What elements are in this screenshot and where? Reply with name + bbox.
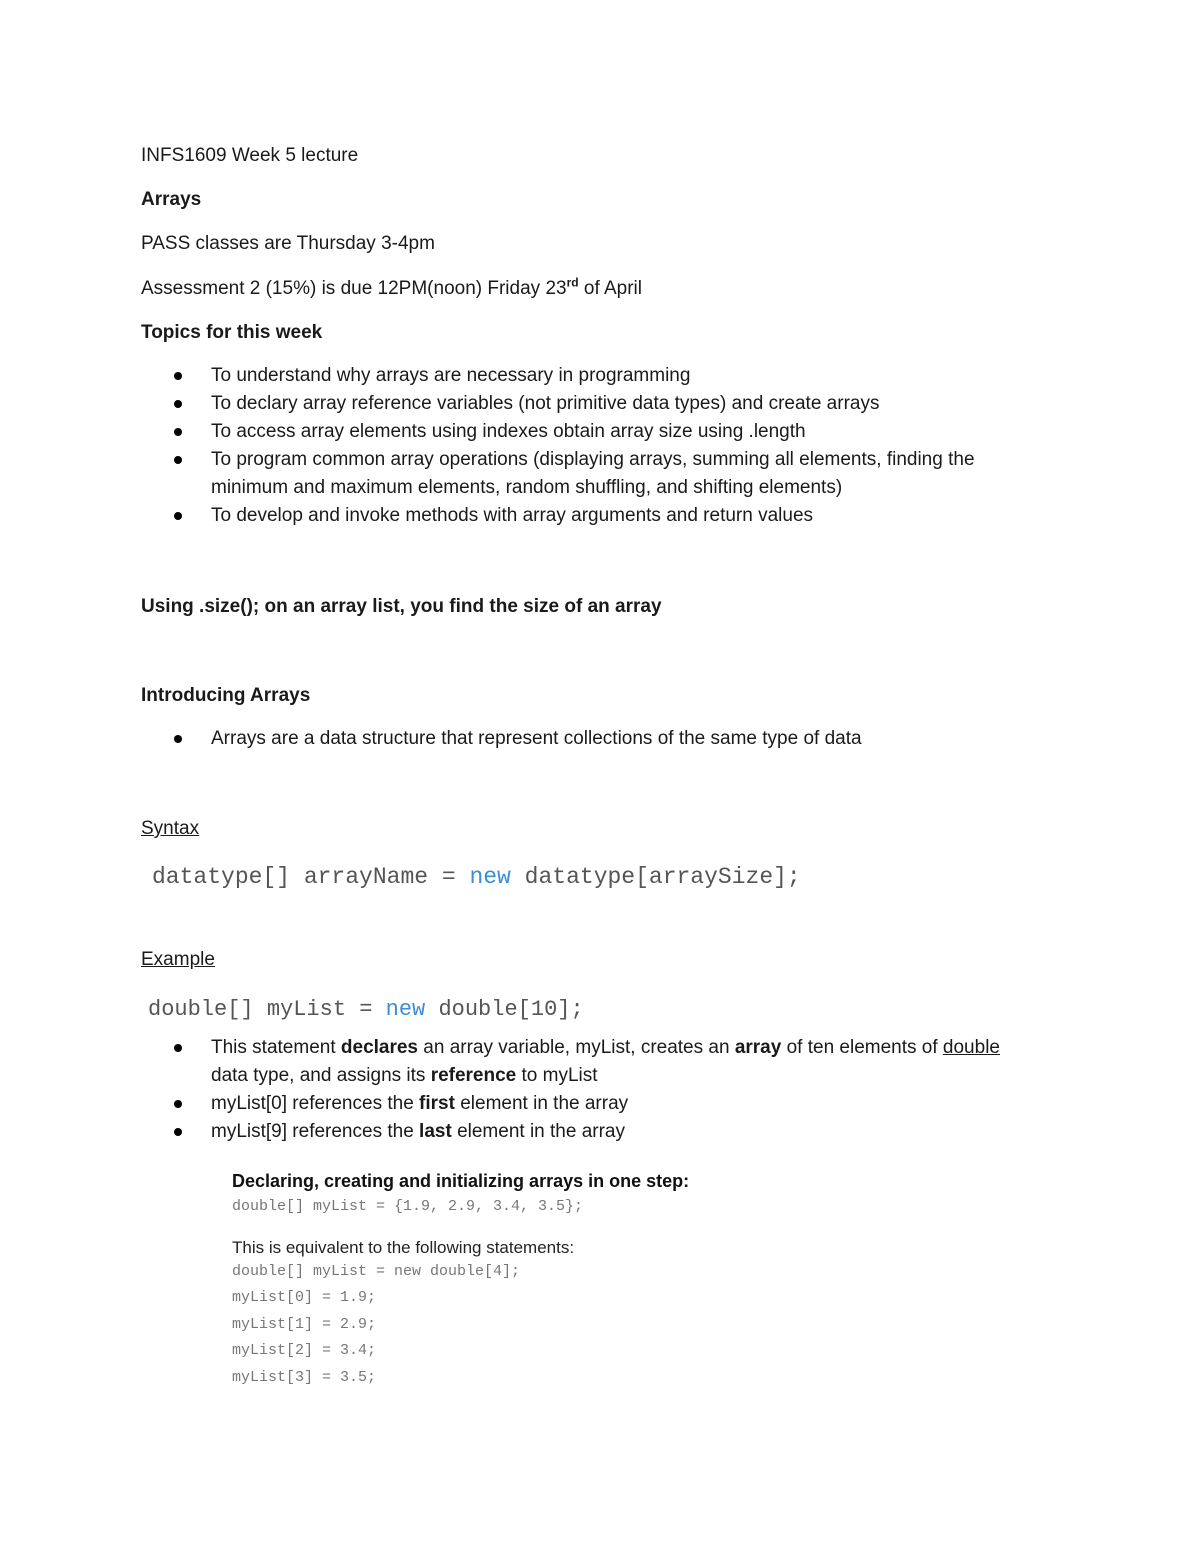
syntax-label: Syntax <box>141 818 200 839</box>
text-run: data type, and assigns its <box>211 1065 431 1086</box>
assessment-text <box>141 277 642 301</box>
list-item-text: To understand why arrays are necessary in programming <box>211 365 691 386</box>
text-run: element in the array <box>454 1093 629 1114</box>
list-item <box>141 418 1041 446</box>
bullet-icon <box>174 372 182 380</box>
text-run-underline: double <box>942 1037 1000 1058</box>
text-run: This statement <box>211 1037 341 1058</box>
size-note: Using .size(); on an array list, you find the size of an array <box>141 596 662 617</box>
code-keyword: new <box>469 864 511 890</box>
assessment-suffix: of April <box>578 278 642 299</box>
list-item <box>141 362 1041 390</box>
text-run-bold: declares <box>340 1037 419 1058</box>
bullet-icon <box>174 400 182 408</box>
bullet-icon <box>174 735 182 743</box>
list-item-text: Arrays are a data structure that represent collections of the same type of data <box>211 728 862 749</box>
list-item <box>141 1034 1041 1090</box>
bullet-icon <box>174 1128 182 1136</box>
list-item-text: To access array elements using indexes obtain array size using .length <box>211 421 806 442</box>
text-run: of ten elements of <box>781 1037 943 1058</box>
code-text: datatype[] arrayName = <box>152 864 470 890</box>
pass-classes-text: PASS classes are Thursday 3-4pm <box>141 233 435 254</box>
one-step-code: double[] myList = {1.9, 2.9, 3.4, 3.5}; <box>232 1198 584 1215</box>
list-item <box>141 1090 1041 1118</box>
text-run: to myList <box>516 1065 598 1086</box>
introducing-list <box>141 725 1041 753</box>
text-run-bold: first <box>419 1093 455 1114</box>
list-item <box>141 390 1041 418</box>
bullet-icon <box>174 1100 182 1108</box>
list-item <box>141 446 1041 502</box>
assessment-sup: rd <box>566 275 579 290</box>
bullet-icon <box>174 428 182 436</box>
list-item <box>141 502 1041 530</box>
list-item-text: To develop and invoke methods with array arguments and return values <box>211 505 814 526</box>
code-text: double[] myList = <box>148 997 386 1022</box>
example-code <box>148 996 584 1024</box>
initializing-arrays-figure <box>232 1170 752 1391</box>
heading-arrays: Arrays <box>141 189 202 210</box>
code-text: datatype[arraySize]; <box>510 864 801 890</box>
syntax-code <box>152 862 801 892</box>
example-bullets <box>141 1034 1041 1146</box>
text-run-bold: last <box>419 1121 452 1142</box>
code-text: double[10]; <box>425 997 584 1022</box>
example-label: Example <box>141 949 215 970</box>
assessment-prefix: Assessment 2 (15%) is due 12PM(noon) Friday 23 <box>141 278 567 299</box>
equivalent-text: This is equivalent to the following statements: <box>232 1237 575 1257</box>
equivalent-code-line: myList[2] = 3.4; <box>232 1342 377 1359</box>
list-item <box>141 1118 1041 1146</box>
equivalent-code-line: myList[0] = 1.9; <box>232 1289 377 1306</box>
bullet-icon <box>174 456 182 464</box>
text-run: element in the array <box>451 1121 625 1142</box>
text-run: an array variable, myList, creates an <box>418 1037 735 1058</box>
text-run-bold: reference <box>430 1065 517 1086</box>
text-run: myList[9] references the <box>211 1121 420 1142</box>
text-run-bold: array <box>734 1037 782 1058</box>
equivalent-code-line: myList[1] = 2.9; <box>232 1315 377 1333</box>
bullet-icon <box>174 512 182 520</box>
introducing-arrays-heading: Introducing Arrays <box>141 685 311 706</box>
list-item-text: To declary array reference variables (not primitive data types) and create arrays <box>211 393 880 414</box>
code-keyword: new <box>385 997 426 1022</box>
equivalent-code-line: double[] myList = new double[4]; <box>232 1262 521 1280</box>
list-item <box>141 725 1041 753</box>
topics-heading: Topics for this week <box>141 322 323 343</box>
bullet-icon <box>174 1044 182 1052</box>
topics-list <box>141 362 1041 530</box>
text-run: myList[0] references the <box>211 1093 420 1114</box>
init-heading: Declaring, creating and initializing arrays in one step: <box>232 1171 690 1191</box>
equivalent-code-line: myList[3] = 3.5; <box>232 1368 377 1386</box>
document-title: INFS1609 Week 5 lecture <box>141 145 359 166</box>
list-item-text: To program common array operations (displaying arrays, summing all elements, finding the minimum and maximum elements, random shuffling, and shifting elements) <box>211 449 975 498</box>
